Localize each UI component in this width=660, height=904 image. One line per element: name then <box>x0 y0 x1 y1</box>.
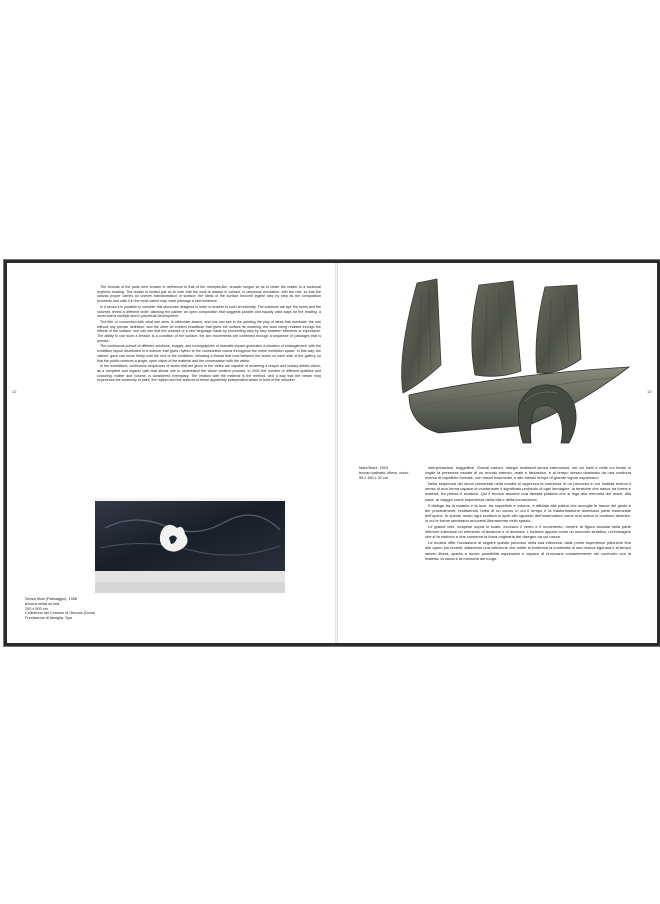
right-paragraph: Nella sequenza dei lavori presentati nella mostra si apprezza la coerenza di un percorso in cui l'artista ricerca il senso di una forma capace di condensare il significato profondo di ogni immagine, la tensione che nasce tra forma e materia, tra pittura e scultura. Qui il bronzo assume una densità plastica che si lega alla memoria del mare, alla nave, al viaggio come esperienza della vita e della conoscenza. <box>425 481 631 502</box>
right-paragraph: Il dialogo tra la materia e la luce, tra superficie e volume, è affidato alla patina che accoglie le tracce del gesto e dei procedimenti, restituendo l'idea di un lavoro in cui il tempo e la trasformazione diventano parte essenziale dell'opera. In questo modo ogni scultura si apre allo sguardo dell'osservatore come una scena in continuo divenire, in cui le forme sembrano muoversi liberamente nello spazio. <box>425 502 631 523</box>
caption-line: Senza titolo (Paesaggio), 1958 <box>25 597 77 601</box>
left-text-column <box>97 285 321 501</box>
left-caption <box>25 597 95 621</box>
left-paragraph: In the exhibitions, continuous sequences of works that are given to the visitor are capable of rendering a unique and unitary artistic vision, as a complete and organic path that allows one to understand the whole creative process. In 2002 the number of different qualities and colouring, matter and volume, is considered exemplary. The relation with the material is the method, and a way that the viewer may experience the continuity of paint, the rhythm and the textures of these apparently independent works in front of the onlooker. <box>97 364 321 383</box>
bronze-sculpture <box>379 275 635 455</box>
left-paragraph: The title, in connection with what one sees, is otherwise absent, and one can see in the painting the play of wires that dominate: the one without any precise definition, and the other an evident exactitude that gives the surface its meaning, the work being realised through the effects of the surface: one can see that the concept of a new language made by proceeding step by step between elements of expression. The ability to use such a tension is a condition of the surface: the two movements are combined through a sequence of passages that is precise. <box>97 319 321 343</box>
caption-line: tecnica mista su tela <box>25 601 60 606</box>
right-caption <box>359 466 408 480</box>
right-paragraph: interpretazioni, soggettive. Grandi cartoni, disegni realizzati senza interruzioni, nei cui tratti e nelle cui forme si coglie la presenza visuale di un mondo intenso, reale e fantastico, e al tempo stesso dominato da una continua ricerca di equilibrio formale, con mezzi essenziali, e allo stesso tempo di grande vigore espressivo. <box>425 465 631 481</box>
caption-line: bronzo patinato, rilievo, unico <box>359 470 409 475</box>
caption-line: 200 x 500 cm <box>25 606 48 611</box>
right-paragraph: Le grandi vele, sospese sopra lo scafo, evocano il vento e il movimento, mentre la figura arcuata nella parte inferiore introduce un elemento di tensione e di dramma. L'insieme appare come un racconto sintetico, un'immagine che si fa simbolo e che conserva la forza originaria del disegno da cui nasce. <box>425 524 631 540</box>
left-paragraph: The formula of the parts here chosen in deference to that of the metopes-like, broader tongue so as to relate the reader to a continual rhythmic reading. The reader is invited just so to note that the work is always in contact, in perpetual circulation, with the rest, so that the canvas proper carries an uneven transformation of surface: the ideas of the surface become legible step by step as the composition proceeds and calls it in the most varied way: each passage a new evidence. <box>97 285 321 304</box>
painting-landscape <box>95 498 285 593</box>
left-paragraph: In a sense it is possible to consider this discourse designed in order to answer to such an intensity. The solutions are apt: the forms and the volumes reveal a different order, allowing the painter an open composition that suggests parallel and equally valid ways for the reading, a world that is multiple and in perpetual development. <box>97 304 321 319</box>
right-text-column <box>425 465 631 635</box>
caption-line: 98 x 150 x 20 cm <box>359 475 388 480</box>
left-page-number: 12 <box>12 389 17 394</box>
left-paragraph: The continuous pursuit of different solutions, images, and iconographies of dramatic impact generates a situation of entanglement, with the exhibition layout distributed in a manner that gives rhythm to the consecutive rooms throughout the entire exhibition space. In this way, the visitors' gaze can move freely until the end of the exhibition, following a thread that runs between the works on each side of the gallery, so that the public receives a single, open vision of the material and the conversation with the visitor. <box>97 344 321 363</box>
book-spread <box>4 260 660 646</box>
painting-image <box>95 498 285 593</box>
caption-line: Collezione del Comune di Genova (Dono) <box>25 611 96 616</box>
page-fold <box>335 263 338 643</box>
right-page-number: 13 <box>647 389 652 394</box>
right-paragraph: La mostra offre l'occasione di seguire questo percorso nella sua interezza, dalle prime esperienze pittoriche fino alle opere più recenti, attraverso una selezione che mette in evidenza la continuità di una ricerca rigorosa e al tempo stesso libera, aperta a nuove possibilità espressive e capace di rinnovarsi costantemente nel confronto con la materia, la storia e la memoria del luogo. <box>425 540 631 561</box>
sculpture-image <box>379 275 635 455</box>
caption-line: Fondazione di famiglia, Spa <box>25 616 72 621</box>
caption-line: Mare/Nave, 2004 <box>359 466 389 470</box>
